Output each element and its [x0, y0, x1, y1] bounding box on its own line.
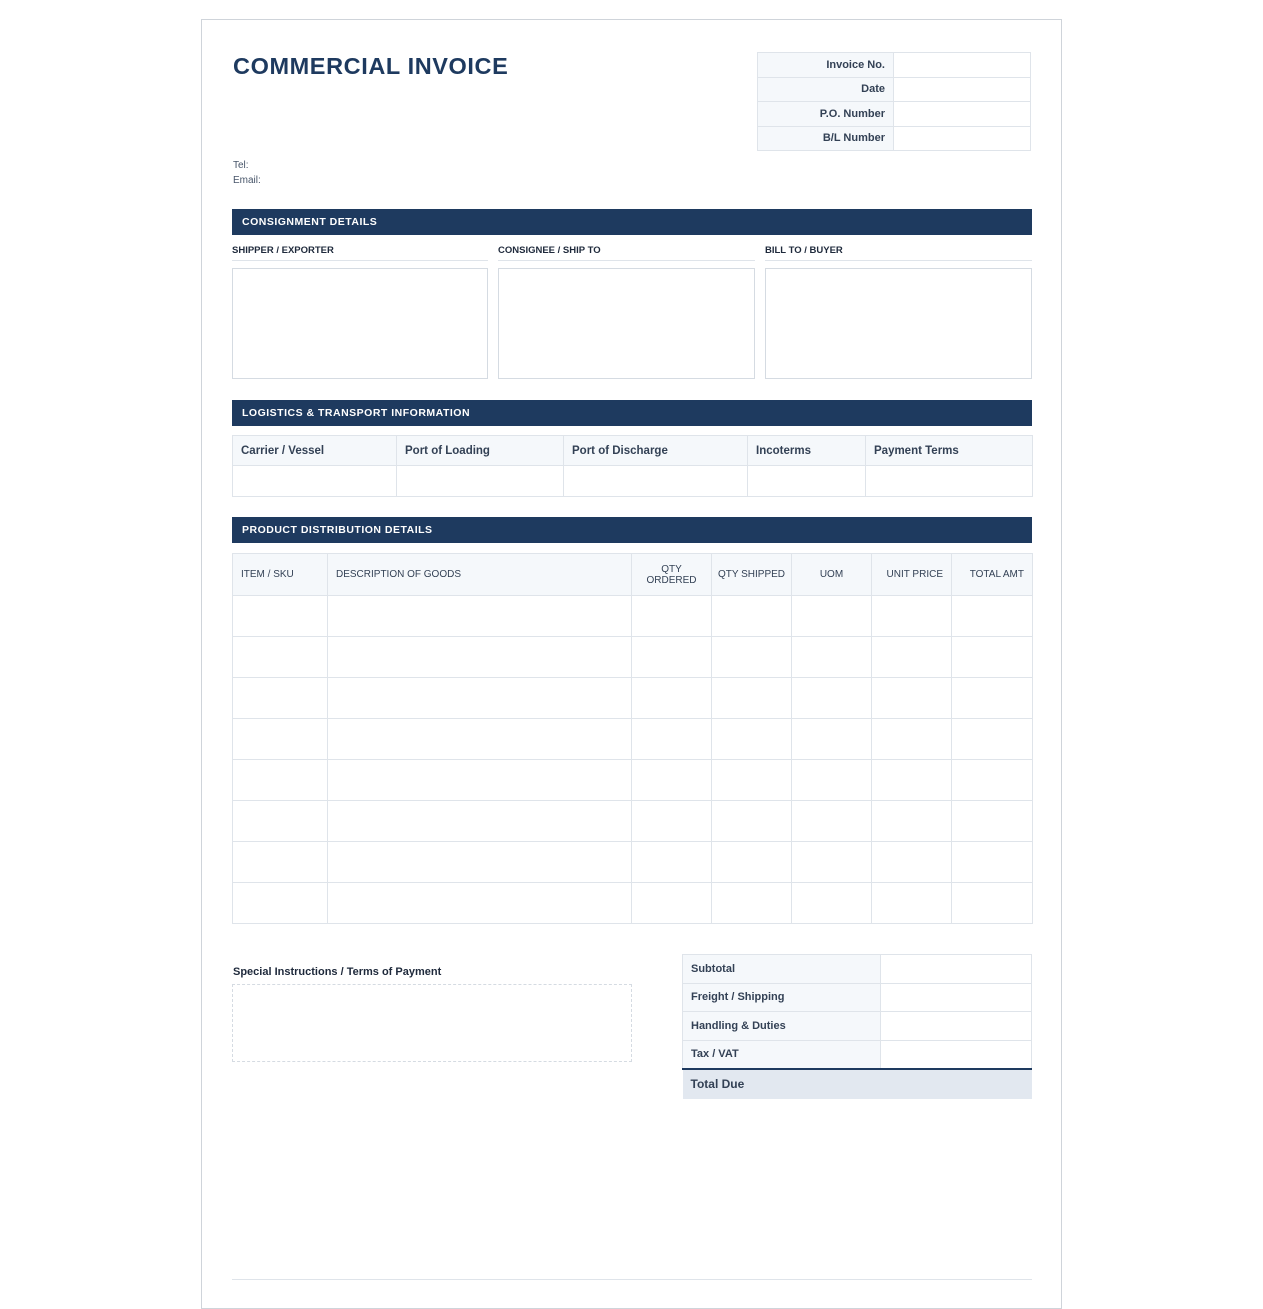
totals-row-tax: [683, 1040, 1032, 1069]
qty-ordered-cell[interactable]: [632, 596, 712, 637]
description-cell[interactable]: [328, 678, 632, 719]
logistics-header-row: [233, 436, 1033, 466]
uom-cell[interactable]: [792, 801, 872, 842]
qty-ordered-cell[interactable]: [632, 719, 712, 760]
col-port-of-loading: Port of Loading: [397, 436, 564, 466]
item-sku-cell[interactable]: [233, 596, 328, 637]
freight-field[interactable]: [881, 983, 1032, 1012]
uom-cell[interactable]: [792, 883, 872, 924]
total-amt-cell[interactable]: [952, 883, 1033, 924]
qty-shipped-cell[interactable]: [712, 678, 792, 719]
section-header-logistics: LOGISTICS & TRANSPORT INFORMATION: [232, 400, 1032, 426]
total-amt-cell[interactable]: [952, 719, 1033, 760]
qty-ordered-cell[interactable]: [632, 760, 712, 801]
item-sku-cell[interactable]: [233, 842, 328, 883]
handling-field[interactable]: [881, 1012, 1032, 1041]
description-cell[interactable]: [328, 883, 632, 924]
uom-cell[interactable]: [792, 637, 872, 678]
description-cell[interactable]: [328, 801, 632, 842]
special-instructions-label: Special Instructions / Terms of Payment: [233, 966, 442, 978]
products-header-row: [233, 554, 1033, 596]
totals-label: Handling & Duties: [683, 1012, 881, 1041]
section-header-consignment: CONSIGNMENT DETAILS: [232, 209, 1032, 235]
totals-label: Freight / Shipping: [683, 983, 881, 1012]
unit-price-cell[interactable]: [872, 637, 952, 678]
qty-shipped-cell[interactable]: [712, 842, 792, 883]
total-amt-cell[interactable]: [952, 637, 1033, 678]
meta-row-date: [758, 77, 1031, 102]
col-qty-shipped: QTY SHIPPED: [712, 554, 792, 596]
total-amt-cell[interactable]: [952, 678, 1033, 719]
unit-price-cell[interactable]: [872, 678, 952, 719]
uom-cell[interactable]: [792, 719, 872, 760]
shipper-box[interactable]: [232, 268, 488, 379]
col-payment-terms: Payment Terms: [866, 436, 1033, 466]
meta-row-invoice-no: [758, 53, 1031, 78]
col-incoterms: Incoterms: [748, 436, 866, 466]
table-row: [233, 637, 1033, 678]
total-amt-cell[interactable]: [952, 801, 1033, 842]
totals-row-total-due: [683, 1069, 1032, 1099]
qty-ordered-cell[interactable]: [632, 637, 712, 678]
unit-price-cell[interactable]: [872, 801, 952, 842]
contact-email: [233, 175, 261, 186]
payment-terms-field[interactable]: [866, 466, 1033, 497]
description-cell[interactable]: [328, 760, 632, 801]
bill-to-label: BILL TO / BUYER: [765, 245, 1032, 261]
unit-price-cell[interactable]: [872, 842, 952, 883]
item-sku-cell[interactable]: [233, 760, 328, 801]
logistics-table: [232, 435, 1033, 497]
col-port-of-discharge: Port of Discharge: [564, 436, 748, 466]
totals-label: Tax / VAT: [683, 1040, 881, 1069]
invoice-sheet: [201, 19, 1062, 1309]
bill-to-box[interactable]: [765, 268, 1032, 379]
col-uom: UOM: [792, 554, 872, 596]
table-row: [233, 596, 1033, 637]
item-sku-cell[interactable]: [233, 637, 328, 678]
port-of-loading-field[interactable]: [397, 466, 564, 497]
col-qty-ordered: QTY ORDERED: [632, 554, 712, 596]
products-table: [232, 553, 1033, 924]
item-sku-cell[interactable]: [233, 678, 328, 719]
special-instructions-field[interactable]: [232, 984, 632, 1062]
qty-ordered-cell[interactable]: [632, 842, 712, 883]
bl-number-field[interactable]: [894, 126, 1031, 151]
meta-row-po-number: [758, 102, 1031, 127]
po-number-field[interactable]: [894, 102, 1031, 127]
document-title: COMMERCIAL INVOICE: [233, 53, 509, 79]
section-header-products: PRODUCT DISTRIBUTION DETAILS: [232, 517, 1032, 543]
qty-ordered-cell[interactable]: [632, 801, 712, 842]
subtotal-field[interactable]: [881, 955, 1032, 984]
totals-row-subtotal: [683, 955, 1032, 984]
col-item-sku: ITEM / SKU: [233, 554, 328, 596]
item-sku-cell[interactable]: [233, 801, 328, 842]
meta-row-bl-number: [758, 126, 1031, 151]
port-of-discharge-field[interactable]: [564, 466, 748, 497]
totals-table: [682, 954, 1032, 1099]
table-row: [233, 842, 1033, 883]
col-carrier-vessel: Carrier / Vessel: [233, 436, 397, 466]
email-label: Email:: [233, 175, 261, 186]
uom-cell[interactable]: [792, 842, 872, 883]
unit-price-cell[interactable]: [872, 596, 952, 637]
table-row: [233, 719, 1033, 760]
table-row: [233, 801, 1033, 842]
qty-shipped-cell[interactable]: [712, 719, 792, 760]
total-due-field[interactable]: [881, 1069, 1032, 1099]
col-description: DESCRIPTION OF GOODS: [328, 554, 632, 596]
logistics-value-row: [233, 466, 1033, 497]
item-sku-cell[interactable]: [233, 719, 328, 760]
consignee-label: CONSIGNEE / SHIP TO: [498, 245, 755, 261]
qty-shipped-cell[interactable]: [712, 883, 792, 924]
shipper-label: SHIPPER / EXPORTER: [232, 245, 488, 261]
unit-price-cell[interactable]: [872, 883, 952, 924]
qty-ordered-cell[interactable]: [632, 678, 712, 719]
tel-label: Tel:: [233, 160, 249, 171]
total-amt-cell[interactable]: [952, 760, 1033, 801]
totals-row-handling: [683, 1012, 1032, 1041]
meta-label: Invoice No.: [758, 53, 894, 78]
uom-cell[interactable]: [792, 760, 872, 801]
totals-label: Subtotal: [683, 955, 881, 984]
uom-cell[interactable]: [792, 596, 872, 637]
description-cell[interactable]: [328, 842, 632, 883]
carrier-vessel-field[interactable]: [233, 466, 397, 497]
table-row: [233, 883, 1033, 924]
totals-row-freight: [683, 983, 1032, 1012]
tax-field[interactable]: [881, 1040, 1032, 1069]
invoice-no-field[interactable]: [894, 53, 1031, 78]
col-unit-price: UNIT PRICE: [872, 554, 952, 596]
total-amt-cell[interactable]: [952, 842, 1033, 883]
qty-shipped-cell[interactable]: [712, 801, 792, 842]
description-cell[interactable]: [328, 719, 632, 760]
unit-price-cell[interactable]: [872, 760, 952, 801]
total-due-label: Total Due: [683, 1069, 881, 1099]
qty-ordered-cell[interactable]: [632, 883, 712, 924]
qty-shipped-cell[interactable]: [712, 760, 792, 801]
col-total-amt: TOTAL AMT: [952, 554, 1033, 596]
uom-cell[interactable]: [792, 678, 872, 719]
unit-price-cell[interactable]: [872, 719, 952, 760]
incoterms-field[interactable]: [748, 466, 866, 497]
total-amt-cell[interactable]: [952, 596, 1033, 637]
meta-label: Date: [758, 77, 894, 102]
meta-label: B/L Number: [758, 126, 894, 151]
contact-tel: [233, 160, 249, 171]
qty-shipped-cell[interactable]: [712, 596, 792, 637]
description-cell[interactable]: [328, 596, 632, 637]
description-cell[interactable]: [328, 637, 632, 678]
consignee-box[interactable]: [498, 268, 755, 379]
date-field[interactable]: [894, 77, 1031, 102]
table-row: [233, 678, 1033, 719]
item-sku-cell[interactable]: [233, 883, 328, 924]
invoice-meta-table: [757, 52, 1031, 151]
footer-divider: [232, 1279, 1032, 1280]
qty-shipped-cell[interactable]: [712, 637, 792, 678]
meta-label: P.O. Number: [758, 102, 894, 127]
table-row: [233, 760, 1033, 801]
